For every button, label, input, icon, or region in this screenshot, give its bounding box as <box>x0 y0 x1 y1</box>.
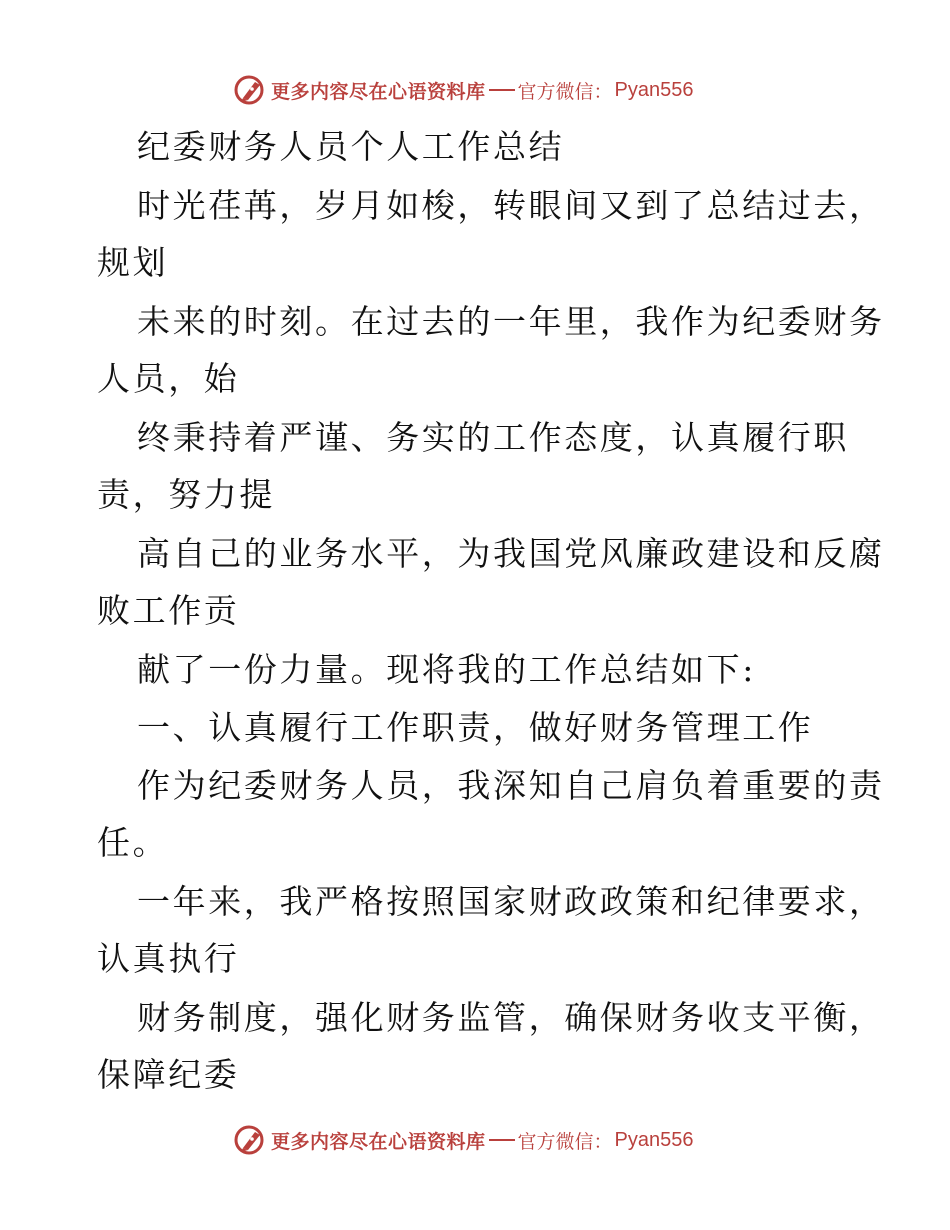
paragraph-line: 一年来，我严格按照国家财政政策和纪律要求， <box>137 882 885 921</box>
footer-divider <box>489 1139 515 1141</box>
paragraph-line: 规划 <box>97 243 169 282</box>
paragraph-line: 败工作贡 <box>97 591 240 630</box>
section-heading: 一、认真履行工作职责，做好财务管理工作 <box>137 708 814 747</box>
pen-nib-logo-icon <box>233 1123 267 1157</box>
paragraph-line: 保障纪委 <box>97 1055 240 1094</box>
header-divider <box>489 89 515 91</box>
paragraph-line: 献了一份力量。现将我的工作总结如下: <box>137 650 756 689</box>
footer-wechat-label: 官方微信： <box>517 1130 613 1153</box>
footer-wechat-id: Pyan556 <box>614 1128 694 1151</box>
footer-banner <box>233 1122 694 1158</box>
header-wechat-id: Pyan556 <box>614 78 694 101</box>
header-banner <box>233 72 694 108</box>
paragraph-line: 时光荏苒，岁月如梭，转眼间又到了总结过去， <box>137 186 885 225</box>
footer-brand-text: 更多内容尽在心语资料库 <box>271 1130 486 1153</box>
paragraph-line: 财务制度，强化财务监管，确保财务收支平衡， <box>137 998 885 1037</box>
paragraph-line: 责，努力提 <box>97 475 275 514</box>
paragraph-line: 认真执行 <box>97 939 240 978</box>
pen-nib-logo-icon <box>233 73 267 107</box>
paragraph-line: 高自己的业务水平，为我国党风廉政建设和反腐 <box>137 534 885 573</box>
paragraph-line: 终秉持着严谨、务实的工作态度，认真履行职 <box>137 418 849 457</box>
header-brand-text: 更多内容尽在心语资料库 <box>271 80 486 103</box>
paragraph-line: 任。 <box>97 823 169 862</box>
header-wechat-label: 官方微信： <box>517 80 613 103</box>
paragraph-line: 人员，始 <box>97 359 240 398</box>
document-title: 纪委财务人员个人工作总结 <box>137 127 565 166</box>
paragraph-line: 未来的时刻。在过去的一年里，我作为纪委财务 <box>137 302 885 341</box>
paragraph-line: 作为纪委财务人员，我深知自己肩负着重要的责 <box>137 766 885 805</box>
